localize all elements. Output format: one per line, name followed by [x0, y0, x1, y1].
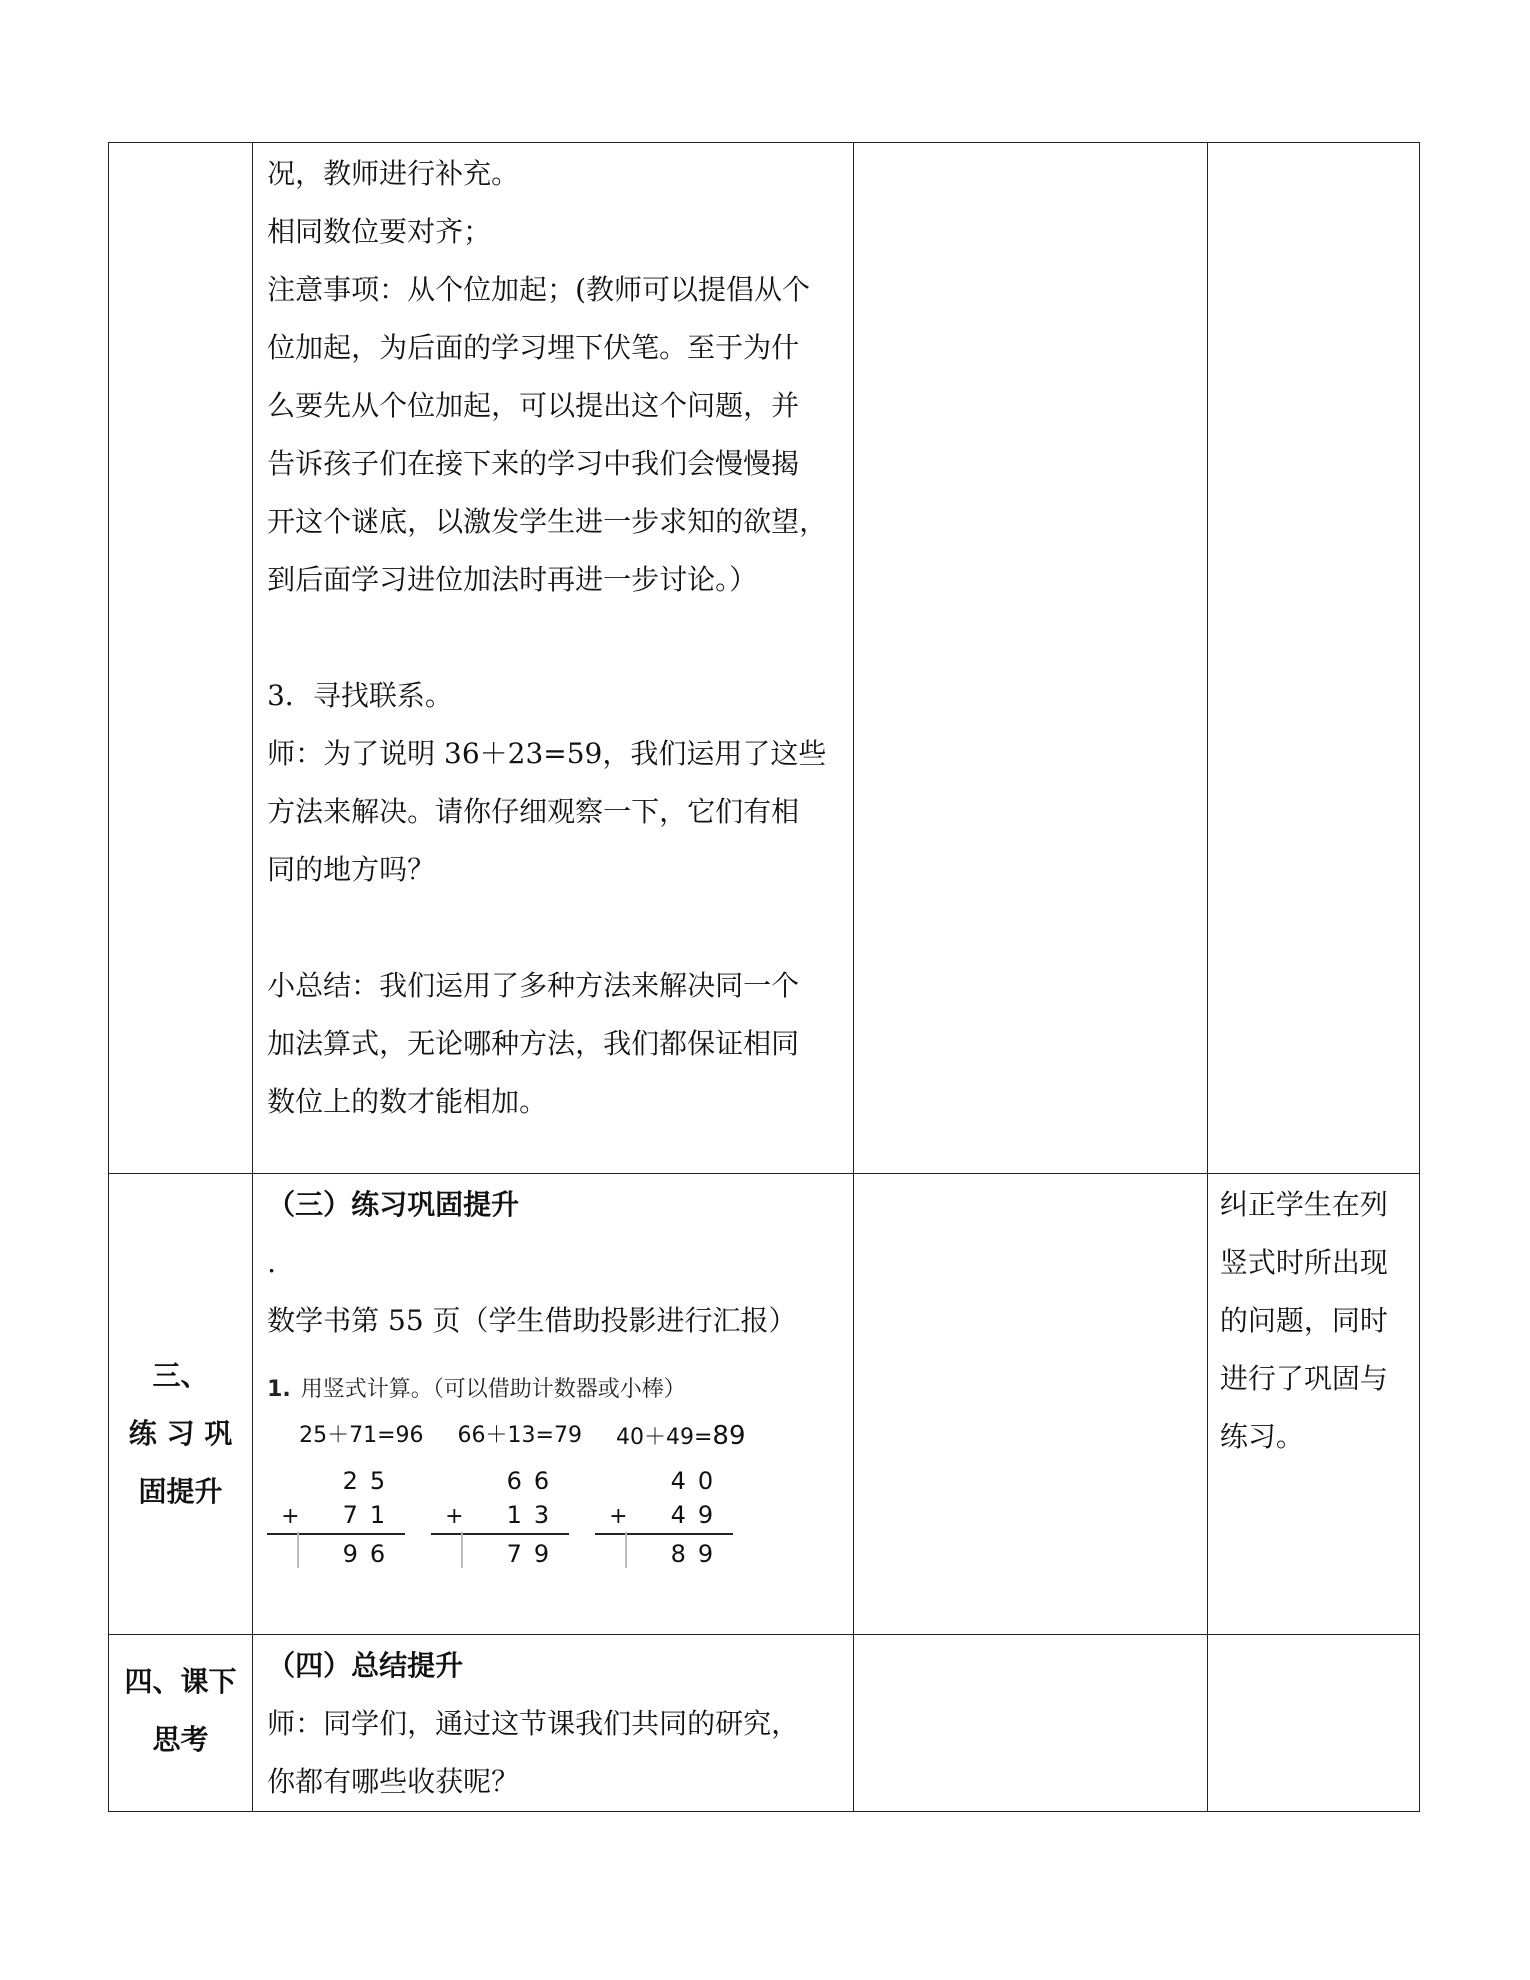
addend-top: 25: [342, 1467, 398, 1495]
textbook-exercise: [267, 1372, 838, 1571]
stage-cell: [109, 1174, 253, 1635]
stage-line: 思考: [152, 1723, 209, 1756]
design-intent-cell: [853, 1174, 1207, 1635]
text-line: 相同数位要对齐；: [267, 215, 492, 248]
text-line: 加法算式，无论哪种方法，我们都保证相同: [267, 1027, 800, 1060]
text-line: 方法来解决。请你仔细观察一下，它们有相: [267, 795, 800, 828]
section-title: （三）练习巩固提升: [267, 1188, 520, 1221]
divider: [625, 1532, 627, 1568]
text-line: 师：同学们，通过这节课我们共同的研究，: [267, 1707, 800, 1740]
sum: 96: [342, 1540, 398, 1568]
addend-top: 66: [506, 1467, 562, 1495]
stage-cell: [109, 1635, 253, 1812]
content-text: [253, 1174, 852, 1571]
note-line: 练习。: [1219, 1420, 1304, 1453]
table-row: [109, 1635, 1420, 1812]
stage-line: 固提升: [138, 1475, 223, 1508]
blank-line: [267, 609, 838, 667]
note-cell: [1207, 1174, 1419, 1635]
plus-sign: +: [445, 1504, 464, 1529]
design-intent-cell: [853, 1635, 1207, 1812]
text-line: 开这个谜底，以激发学生进一步求知的欲望，: [267, 505, 828, 538]
equation-expression: 66＋13=: [457, 1423, 554, 1448]
divider: [461, 1532, 463, 1568]
equation: [299, 1418, 423, 1456]
section-title: （四）总结提升: [267, 1649, 464, 1682]
divider: [297, 1532, 299, 1568]
text-line: 注意事项：从个位加起；(教师可以提倡从个: [267, 273, 811, 306]
sum: 79: [506, 1540, 562, 1568]
sum: 89: [670, 1540, 726, 1568]
blank-line: [267, 899, 838, 957]
content-text: [253, 143, 852, 1131]
vertical-calc: [267, 1464, 405, 1571]
addend-bottom: 13: [506, 1501, 562, 1529]
text-line: 位加起，为后面的学习埋下伏笔。至于为什: [267, 331, 800, 364]
content-cell: [253, 1635, 853, 1812]
text-line: 告诉孩子们在接下来的学习中我们会慢慢揭: [267, 447, 800, 480]
addend-bottom: 49: [670, 1501, 726, 1529]
content-text: [253, 1635, 852, 1811]
stage-label: [109, 1635, 252, 1769]
note-cell: [1207, 1635, 1419, 1812]
text-line: 同的地方吗？: [267, 853, 436, 886]
content-cell: [253, 143, 853, 1174]
design-intent-cell: [853, 143, 1207, 1174]
note-line: 进行了巩固与: [1219, 1362, 1388, 1395]
plus-sign: +: [609, 1504, 628, 1529]
book-reference: 数学书第 55 页（学生借助投影进行汇报）: [267, 1304, 797, 1337]
stage-label: [109, 1287, 252, 1521]
equation-row: [267, 1418, 838, 1456]
vertical-calc: [431, 1464, 569, 1571]
plus-sign: +: [281, 1504, 300, 1529]
text-line: 师：为了说明 36＋23=59，我们运用了这些: [267, 737, 827, 770]
stage-line: 三、: [152, 1359, 209, 1392]
content-cell: [253, 1174, 853, 1635]
addend-top: 40: [670, 1467, 726, 1495]
note-line: 的问题，同时: [1219, 1304, 1388, 1337]
text-line: 小总结：我们运用了多种方法来解决同一个: [267, 969, 800, 1002]
stage-line: 练 习 巩: [128, 1417, 233, 1450]
equation: [616, 1418, 746, 1456]
dot-line: .: [267, 1246, 277, 1279]
addend-bottom: 71: [342, 1501, 398, 1529]
stage-cell: [109, 143, 253, 1174]
teacher-note: [1208, 1174, 1419, 1466]
exercise-heading: [267, 1372, 838, 1408]
vertical-calc: [595, 1464, 733, 1571]
equation-answer: 79: [553, 1423, 582, 1448]
table-row: [109, 143, 1420, 1174]
text-line: 况，教师进行补充。: [267, 157, 520, 190]
equation: [458, 1418, 582, 1456]
text-line: 你都有哪些收获呢？: [267, 1765, 520, 1798]
exercise-number: 1.: [267, 1377, 291, 1402]
exercise-instruction: 用竖式计算。（可以借助计数器或小棒）: [300, 1377, 686, 1402]
equation-answer: 96: [395, 1423, 424, 1448]
vertical-calculations: [267, 1464, 838, 1571]
equation-expression: 40＋49=: [615, 1425, 713, 1450]
equation-answer: 89: [712, 1421, 746, 1451]
table-row: [109, 1174, 1420, 1635]
lesson-plan-table: [108, 142, 1420, 1812]
equation-expression: 25＋71=: [299, 1423, 396, 1448]
text-line: 数位上的数才能相加。: [267, 1085, 548, 1118]
note-cell: [1207, 143, 1419, 1174]
text-line: 3．寻找联系。: [267, 679, 453, 712]
note-line: 竖式时所出现: [1219, 1246, 1388, 1279]
stage-line: 四、课下: [124, 1665, 237, 1698]
text-line: 到后面学习进位加法时再进一步讨论。）: [267, 563, 758, 596]
text-line: 么要先从个位加起，可以提出这个问题，并: [267, 389, 800, 422]
note-line: 纠正学生在列: [1219, 1188, 1388, 1221]
